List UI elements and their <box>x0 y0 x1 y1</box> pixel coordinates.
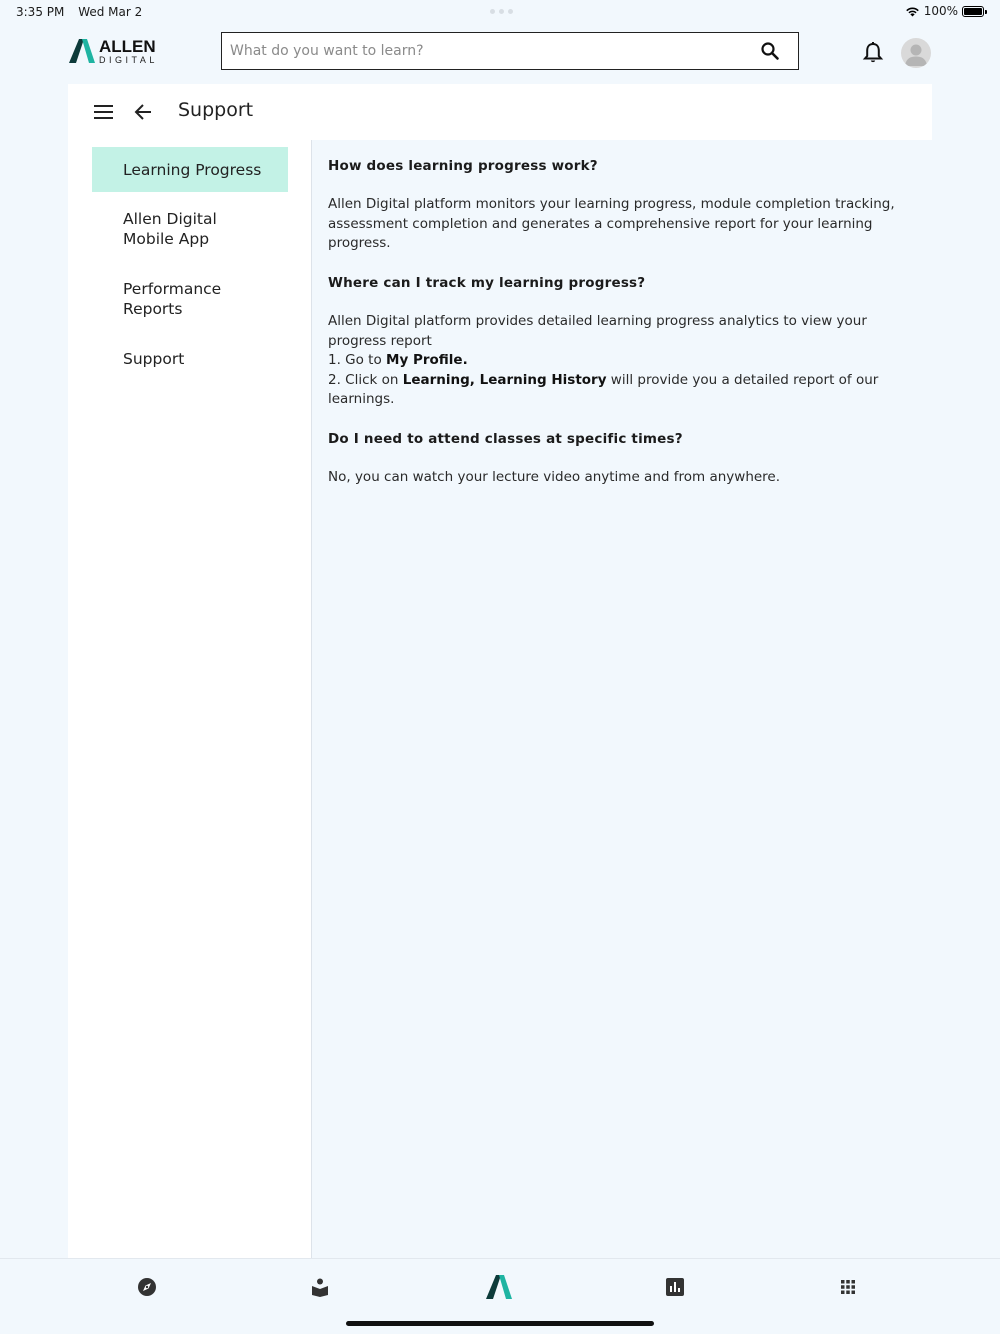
status-time: 3:35 PM <box>16 5 65 19</box>
status-right <box>905 4 984 18</box>
sidebar-item-performance-reports[interactable]: Performance Reports <box>123 280 222 318</box>
search-icon[interactable] <box>760 41 780 61</box>
allen-logo-icon[interactable] <box>485 1274 513 1300</box>
faq-question: How does learning progress work? <box>328 158 598 174</box>
bell-icon[interactable] <box>862 41 884 65</box>
faq-answer: Allen Digital platform monitors your learning progress, module completion tracking, assessment completion and generates a comprehensive report for your learning progress. <box>328 196 895 251</box>
faq-step-1-bold: My Profile. <box>386 352 468 368</box>
header-bar <box>68 84 932 140</box>
book-reader-icon[interactable] <box>310 1277 330 1297</box>
apps-grid-icon[interactable] <box>838 1277 858 1297</box>
status-date: Wed Mar 2 <box>78 5 143 19</box>
multitasking-dots-icon[interactable] <box>490 9 513 14</box>
logo-text <box>99 38 158 65</box>
search-box <box>221 32 799 70</box>
status-left <box>16 5 152 19</box>
bottom-nav <box>0 1258 1000 1315</box>
faq-question: Where can I track my learning progress? <box>328 275 646 291</box>
page-title: Support <box>178 99 254 121</box>
battery-percent: 100% <box>923 4 958 18</box>
support-panel <box>68 84 932 1258</box>
faq-step-1-prefix: 1. Go to <box>328 352 387 368</box>
logo-subtitle: DIGITAL <box>99 55 158 65</box>
user-icon <box>901 38 931 68</box>
faq-item <box>328 275 926 410</box>
hamburger-menu-icon[interactable] <box>94 104 113 120</box>
faq-step-2-prefix: 2. Click on <box>328 371 403 388</box>
sidebar-item-support[interactable]: Support <box>123 350 185 368</box>
sidebar-item-mobile-app[interactable]: Allen Digital Mobile App <box>123 210 217 248</box>
faq-content <box>312 140 932 1258</box>
compass-icon[interactable] <box>137 1277 157 1297</box>
wifi-icon <box>905 6 920 17</box>
home-indicator[interactable] <box>346 1321 654 1326</box>
faq-question: Do I need to attend classes at specific times? <box>328 431 683 447</box>
avatar[interactable] <box>901 38 931 68</box>
faq-item <box>328 431 926 488</box>
allen-digital-logo[interactable] <box>67 38 167 64</box>
faq-answer: No, you can watch your lecture video anytime and from anywhere. <box>328 469 781 485</box>
back-arrow-icon[interactable] <box>134 103 152 121</box>
faq-answer <box>328 312 926 410</box>
bar-chart-icon[interactable] <box>665 1277 685 1297</box>
faq-answer-intro: Allen Digital platform provides detailed learning progress analytics to view your progress report <box>328 313 867 349</box>
support-sidebar <box>92 147 288 386</box>
faq-step-2-bold: Learning, Learning History <box>402 371 607 388</box>
logo-word: ALLEN <box>99 37 156 56</box>
search-input[interactable] <box>230 33 750 68</box>
sidebar-item-learning-progress[interactable]: Learning Progress <box>92 147 288 192</box>
battery-icon <box>962 6 984 17</box>
faq-item <box>328 158 926 254</box>
faq-step-2-suffix: will provide you a detailed report of our learnings. <box>328 371 879 407</box>
allen-logo-mark-icon <box>67 38 97 64</box>
status-bar <box>0 0 1000 24</box>
